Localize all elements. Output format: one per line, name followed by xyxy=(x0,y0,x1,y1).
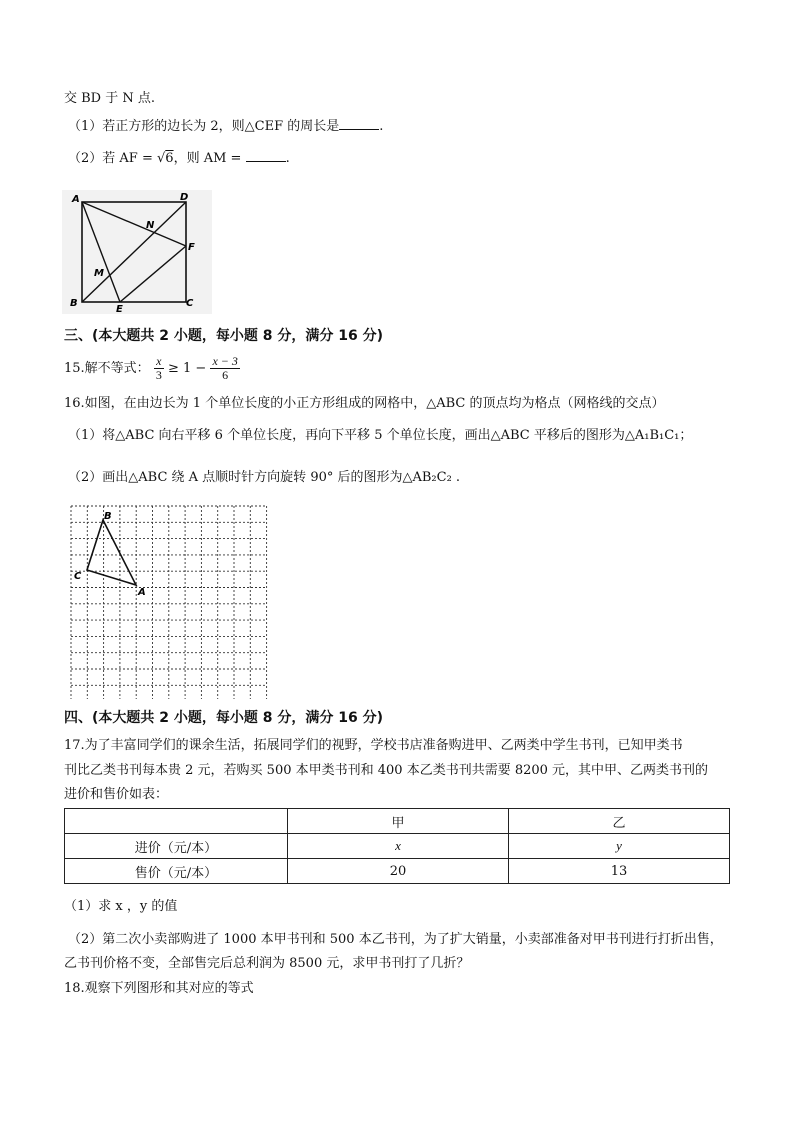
table-header-cell: 甲 xyxy=(288,809,509,834)
q17-line2: 刊比乙类书刊每本贵 2 元，若购买 500 本甲类书刊和 400 本乙类书刊共需要 8200 元，其中甲、乙两类书刊的 xyxy=(64,763,709,778)
label-m: M xyxy=(94,268,104,279)
table-row xyxy=(65,834,730,859)
q14-tail: 交 BD 于 N 点. xyxy=(64,91,156,106)
label-d: D xyxy=(180,192,189,203)
q15-frac1-den: 3 xyxy=(155,368,162,382)
table-cell: 20 xyxy=(288,859,509,884)
q15-frac1-num: x xyxy=(154,355,164,369)
q15-mid: ≥ 1 − xyxy=(167,361,207,376)
grid-label-c: C xyxy=(74,571,82,582)
table-cell: 售价（元/本） xyxy=(65,859,288,884)
grid-label-a: A xyxy=(138,587,146,598)
label-b: B xyxy=(70,298,78,309)
q16-stem: 16.如图，在由边长为 1 个单位长度的小正方形组成的网格中，△ABC 的顶点均为格点（网格线的交点） xyxy=(64,396,665,411)
table-header-cell: 乙 xyxy=(509,809,730,834)
q14-part2-mid: ，则 AM = xyxy=(173,151,242,166)
q14-part2-blank xyxy=(246,149,286,162)
table-cell xyxy=(288,834,509,859)
q17-part1: （1）求 x ，y 的值 xyxy=(64,899,178,914)
table-header-row xyxy=(65,809,730,834)
table-row xyxy=(65,859,730,884)
table-cell: 13 xyxy=(509,859,730,884)
table-header-cell xyxy=(65,809,288,834)
q17-line1: 17.为了丰富同学们的课余生活，拓展同学们的视野，学校书店准备购进甲、乙两类中学生书刊，已知甲类书 xyxy=(64,738,683,753)
q14-part1-blank xyxy=(339,117,379,130)
q15-frac2-num: x − 3 xyxy=(212,354,238,368)
q14-part1-text: （1）若正方形的边长为 2，则△CEF 的周长是 xyxy=(68,119,340,134)
label-e: E xyxy=(116,304,123,314)
q17-line3: 进价和售价如表： xyxy=(64,787,169,802)
table-cell: 进价（元/本） xyxy=(65,834,288,859)
label-f: F xyxy=(188,242,195,253)
grid-figure xyxy=(68,503,268,699)
q16-part1: （1）将△ABC 向右平移 6 个单位长度，再向下平移 5 个单位长度，画出△ABC 平移后的图形为△A₁B₁C₁； xyxy=(68,428,693,443)
q17-part2-line1: （2）第二次小卖部购进了 1000 本甲书刊和 500 本乙书刊，为了扩大销量，小卖部准备对甲书刊进行打折出售， xyxy=(68,932,723,947)
q17-part2-line2: 乙书刊价格不变，全部售完后总利润为 8500 元，求甲书刊打了几折？ xyxy=(64,956,470,971)
q15-prefix: 15.解不等式： xyxy=(64,361,150,376)
price-table xyxy=(64,808,730,884)
grid-label-b: B xyxy=(104,511,112,522)
table-cell xyxy=(509,834,730,859)
q18-stem: 18.观察下列图形和其对应的等式 xyxy=(64,981,254,996)
section4-heading: 四、(本大题共 2 小题，每小题 8 分，满分 16 分) xyxy=(64,710,384,726)
label-a: A xyxy=(72,194,80,205)
q16-part2: （2）画出△ABC 绕 A 点顺时针方向旋转 90° 后的图形为△AB₂C₂ . xyxy=(68,470,461,485)
sqrt-symbol: √ xyxy=(156,151,166,166)
q14-radicand: 6 xyxy=(165,151,174,166)
q14-part2: （2）若 AF = √6，则 AM = . xyxy=(68,151,290,166)
section3-heading: 三、(本大题共 2 小题，每小题 8 分，满分 16 分) xyxy=(64,328,384,344)
table-cell-y: y xyxy=(616,838,622,853)
table-cell-x: x xyxy=(395,838,401,853)
square-figure xyxy=(62,190,212,314)
q15-frac2-den: 6 xyxy=(222,368,229,382)
label-n: N xyxy=(146,220,155,231)
label-c: C xyxy=(186,298,194,309)
q15-frac1 xyxy=(154,355,164,382)
q15 xyxy=(64,354,240,384)
q15-frac2 xyxy=(210,355,239,382)
q14-part1: （1）若正方形的边长为 2，则△CEF 的周长是 . xyxy=(68,119,384,134)
q14-part2-prefix: （2）若 AF = xyxy=(68,151,157,166)
